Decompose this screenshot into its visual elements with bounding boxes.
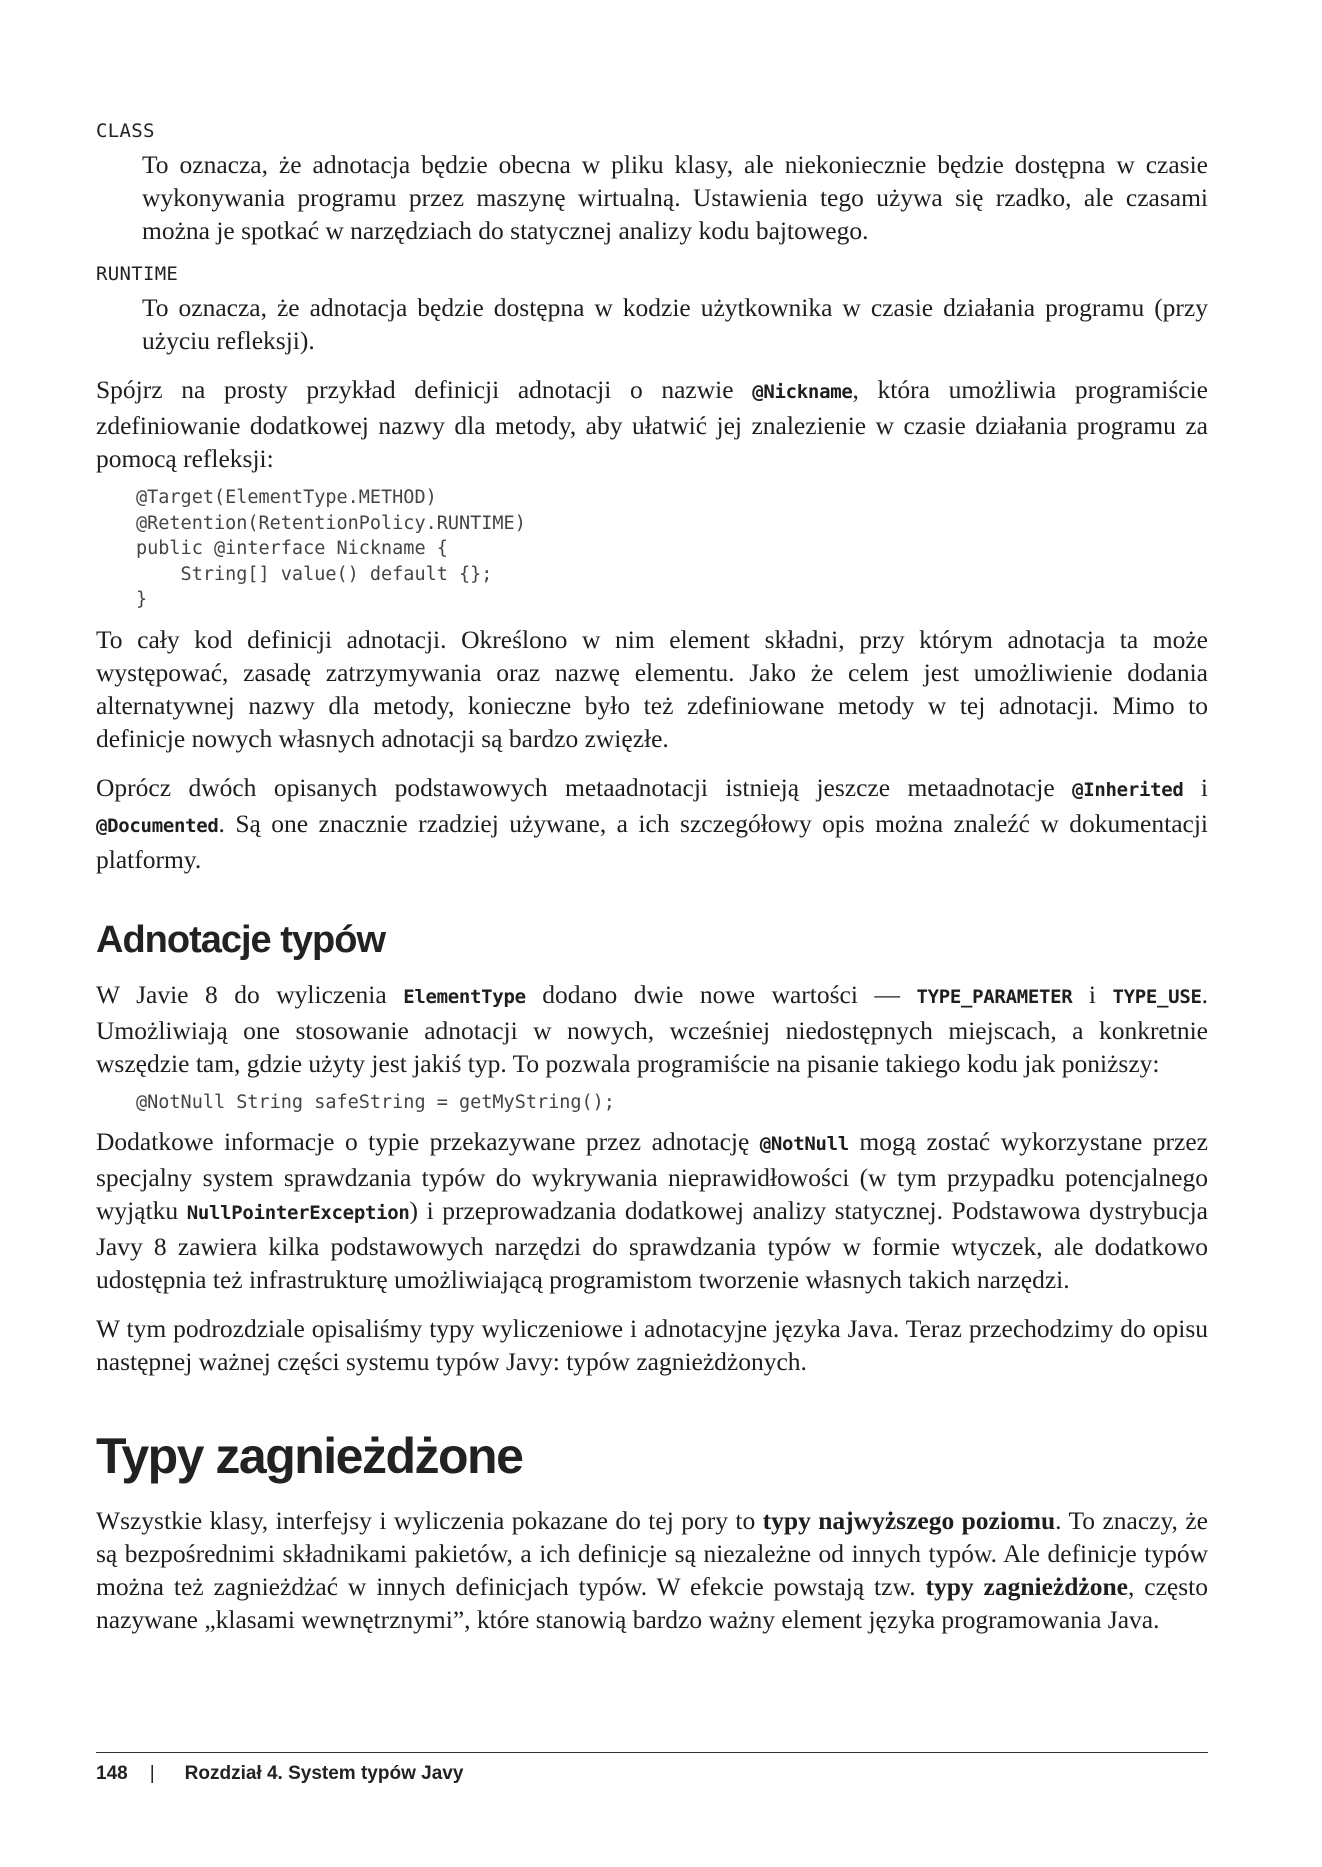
definition-term: CLASS: [96, 120, 155, 142]
code-line: @Retention(RetentionPolicy.RUNTIME): [136, 512, 526, 534]
paragraph-definition-summary: To cały kod definicji adnotacji. Określono w nim element składni, przy którym adnotacja ta może występować, zasadę zatrzymywania oraz nazwę elementu. Jako że celem jest umożliwienie dodania alternatywnej nazwy dla metody, konieczne było też zdefiniowane metody w tej adnotacji. Mimo to definicje nowych własnych adnotacji są bardzo zwięzłe.: [96, 624, 1208, 753]
section-heading: Adnotacje typów: [96, 918, 386, 961]
inline-code: @Nickname: [752, 381, 853, 403]
definition-term: RUNTIME: [96, 263, 179, 285]
page-content: [96, 118, 1208, 1636]
code-block-notnull: [136, 1090, 1208, 1116]
definition-text: To oznacza, że adnotacja będzie dostępna w kodzie użytkownika w czasie działania programu (przy użyciu refleksji).: [142, 293, 1208, 355]
code-line: @Target(ElementType.METHOD): [136, 487, 437, 508]
footer-chapter-title: Rozdział 4. System typów Javy: [184, 1763, 464, 1784]
code-block-nickname: [136, 485, 1208, 613]
code-line: public @interface Nickname {: [136, 538, 448, 559]
paragraph-subsection-summary: W tym podrozdziale opisaliśmy typy wyliczeniowe i adnotacyjne języka Java. Teraz przechodzimy do opisu następnej ważnej części systemu typów Javy: typów zagnieżdżonych.: [96, 1314, 1208, 1376]
inline-code: NullPointerException: [186, 1202, 410, 1224]
code-line: }: [136, 589, 148, 610]
inline-code: @NotNull: [759, 1133, 849, 1155]
inline-code: TYPE_USE: [1112, 985, 1202, 1008]
bold-term: typy zagnieżdżone: [925, 1572, 1128, 1601]
paragraph-meta-annotations: Oprócz dwóch opisanych podstawowych metaadnotacji istnieją jeszcze metaadnotacje @Inherited i @Documented. Są one znacznie rzadziej używane, a ich szczegółowy opis można znaleźć w dokumentacji platformy.: [96, 772, 1209, 874]
code-line: @NotNull String safeString = getMyString();: [136, 1091, 615, 1113]
definition-class: [96, 118, 1208, 247]
footer-separator: |: [149, 1763, 155, 1784]
definition-text: To oznacza, że adnotacja będzie obecna w pliku klasy, ale niekoniecznie będzie dostępna w czasie wykonywania programu przez maszynę wirtualną. Ustawienia tego używa się rzadko, ale czasami można je spotkać w narzędziach do statycznej analizy kodu bajtowego.: [142, 150, 1208, 245]
inline-code: @Documented: [96, 814, 219, 837]
inline-code: ElementType: [403, 985, 526, 1008]
paragraph-nickname-intro: Spójrz na prosty przykład definicji adnotacji o nazwie @Nickname, która umożliwia programiście zdefiniowanie dodatkowej nazwy dla metody, aby ułatwić jej znalezienie w czasie działania programu za pomocą refleksji:: [96, 375, 1208, 473]
paragraph-nested-types: Wszystkie klasy, interfejsy i wyliczenia pokazane do tej pory to typy najwyższego poziomu. To znaczy, że są bezpośrednimi składnikami pakietów, a ich definicje są niezależne od innych typów. Ale definicje typów można też zagnieżdżać w innych definicjach typów. W efekcie powstają tzw. typy zagnieżdżone, często nazywane „klasami wewnętrznymi”, które stanowią bardzo ważny element języka programowania Java.: [96, 1506, 1208, 1634]
inline-code: TYPE_PARAMETER: [916, 985, 1073, 1008]
page-footer: [96, 1752, 1208, 1785]
code-line: String[] value() default {};: [136, 563, 493, 585]
inline-code: @Inherited: [1072, 778, 1184, 801]
bold-term: typy najwyższego poziomu: [762, 1506, 1056, 1535]
paragraph-notnull: Dodatkowe informacje o typie przekazywane przez adnotację @NotNull mogą zostać wykorzystane przez specjalny system sprawdzania typów do wykrywania nieprawidłowości (w tym przypadku potencjalnego wyjątku NullPointerException) i przeprowadzania dodatkowej analizy statycznej. Podstawowa dystrybucja Javy 8 zawiera kilka podstawowych narzędzi do sprawdzania typów w formie wtyczek, ale dodatkowo udostępnia też infrastrukturę umożliwiającą programistom tworzenie własnych takich narzędzi.: [96, 1127, 1208, 1294]
definition-runtime: [96, 261, 1208, 357]
paragraph-type-annotations: W Javie 8 do wyliczenia ElementType dodano dwie nowe wartości — TYPE_PARAMETER i TYPE_USE. Umożliwiają one stosowanie adnotacji w nowych, wcześniej niedostępnych miejscach, a konkretnie wszędzie tam, gdzie użyty jest jakiś typ. To pozwala programiście na pisanie takiego kodu jak poniższy:: [96, 979, 1208, 1078]
chapter-heading: Typy zagnieżdżone: [96, 1428, 523, 1484]
page-number: 148: [96, 1763, 128, 1784]
